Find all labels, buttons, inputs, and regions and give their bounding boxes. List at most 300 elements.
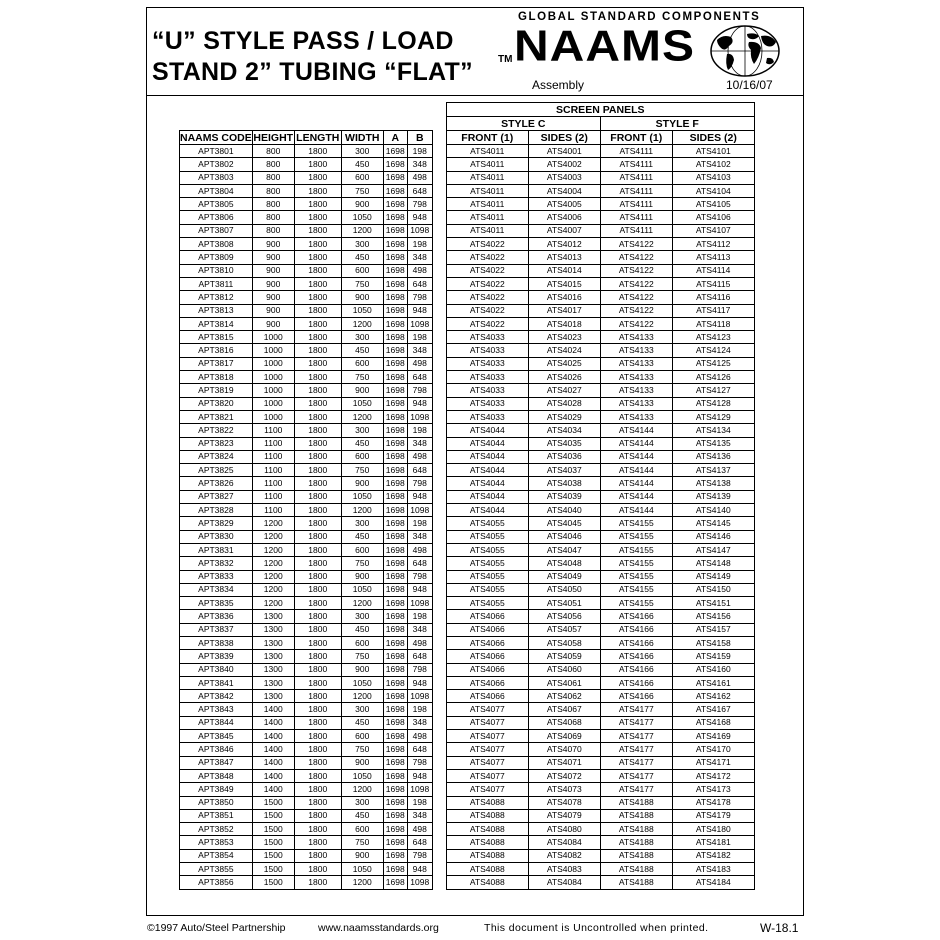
cell-b: 348 [407, 251, 432, 264]
cell-b: 948 [407, 397, 432, 410]
cell-b: 948 [407, 583, 432, 596]
cell-b: 348 [407, 716, 432, 729]
table-row [180, 291, 755, 304]
cell-style-c-front: ATS4011 [446, 171, 528, 184]
cell-length: 1800 [294, 277, 341, 290]
cell-naams-code: APT3805 [180, 198, 253, 211]
cell-b: 798 [407, 756, 432, 769]
cell-style-c-front: ATS4033 [446, 397, 528, 410]
cell-width: 900 [341, 384, 383, 397]
cell-style-f-sides: ATS4135 [672, 437, 754, 450]
cell-style-c-sides: ATS4079 [528, 809, 600, 822]
table-row [180, 557, 755, 570]
naams-logo: NAAMS [514, 22, 695, 71]
cell-b: 498 [407, 171, 432, 184]
cell-length: 1800 [294, 823, 341, 836]
cell-a: 1698 [383, 597, 407, 610]
cell-length: 1800 [294, 517, 341, 530]
cell-style-f-front: ATS4122 [600, 291, 672, 304]
cell-style-c-sides: ATS4049 [528, 570, 600, 583]
cell-style-f-front: ATS4177 [600, 730, 672, 743]
cell-naams-code: APT3803 [180, 171, 253, 184]
table-row [180, 450, 755, 463]
title-line-2: STAND 2” TUBING “FLAT” [152, 58, 473, 86]
cell-style-f-front: ATS4155 [600, 583, 672, 596]
cell-naams-code: APT3831 [180, 543, 253, 556]
cell-style-f-front: ATS4177 [600, 703, 672, 716]
cell-length: 1800 [294, 171, 341, 184]
cell-style-c-front: ATS4088 [446, 836, 528, 849]
cell-a: 1698 [383, 224, 407, 237]
cell-height: 800 [252, 158, 294, 171]
cell-style-f-front: ATS4166 [600, 676, 672, 689]
table-row [180, 690, 755, 703]
cell-style-f-front: ATS4133 [600, 384, 672, 397]
cell-height: 1300 [252, 663, 294, 676]
cell-naams-code: APT3850 [180, 796, 253, 809]
cell-length: 1800 [294, 690, 341, 703]
cell-style-c-sides: ATS4002 [528, 158, 600, 171]
cell-a: 1698 [383, 211, 407, 224]
cell-naams-code: APT3837 [180, 623, 253, 636]
cell-height: 900 [252, 304, 294, 317]
cell-style-f-front: ATS4166 [600, 623, 672, 636]
cell-width: 900 [341, 849, 383, 862]
gap-cell [432, 836, 446, 849]
cell-style-c-front: ATS4022 [446, 317, 528, 330]
table-row [180, 796, 755, 809]
cell-style-f-sides: ATS4156 [672, 610, 754, 623]
table-row [180, 570, 755, 583]
cell-height: 1300 [252, 636, 294, 649]
cell-style-f-sides: ATS4127 [672, 384, 754, 397]
cell-naams-code: APT3820 [180, 397, 253, 410]
cell-style-f-sides: ATS4134 [672, 424, 754, 437]
cell-length: 1800 [294, 610, 341, 623]
cell-b: 1098 [407, 224, 432, 237]
cell-width: 600 [341, 171, 383, 184]
cell-style-c-front: ATS4088 [446, 809, 528, 822]
col-style-f-sides: SIDES (2) [672, 131, 754, 145]
cell-style-f-sides: ATS4136 [672, 450, 754, 463]
cell-style-c-front: ATS4066 [446, 610, 528, 623]
cell-a: 1698 [383, 277, 407, 290]
cell-length: 1800 [294, 464, 341, 477]
cell-style-c-sides: ATS4018 [528, 317, 600, 330]
cell-height: 1500 [252, 836, 294, 849]
table-row [180, 464, 755, 477]
cell-height: 1400 [252, 743, 294, 756]
table-row [180, 264, 755, 277]
cell-naams-code: APT3845 [180, 730, 253, 743]
cell-b: 498 [407, 543, 432, 556]
cell-style-f-sides: ATS4103 [672, 171, 754, 184]
cell-style-c-sides: ATS4051 [528, 597, 600, 610]
gap-cell [432, 450, 446, 463]
col-style-c-front: FRONT (1) [446, 131, 528, 145]
cell-style-c-front: ATS4077 [446, 730, 528, 743]
cell-style-c-front: ATS4088 [446, 863, 528, 876]
cell-a: 1698 [383, 650, 407, 663]
cell-length: 1800 [294, 198, 341, 211]
cell-b: 1098 [407, 876, 432, 889]
cell-style-f-front: ATS4144 [600, 437, 672, 450]
cell-style-f-front: ATS4133 [600, 397, 672, 410]
cell-height: 1200 [252, 530, 294, 543]
cell-length: 1800 [294, 450, 341, 463]
cell-length: 1800 [294, 410, 341, 423]
cell-style-c-sides: ATS4038 [528, 477, 600, 490]
style-f-header: STYLE F [600, 117, 754, 131]
gap-cell [432, 849, 446, 862]
cell-height: 900 [252, 251, 294, 264]
cell-style-c-sides: ATS4014 [528, 264, 600, 277]
cell-height: 900 [252, 238, 294, 251]
cell-style-f-sides: ATS4118 [672, 317, 754, 330]
table-row [180, 344, 755, 357]
cell-style-c-front: ATS4077 [446, 743, 528, 756]
gap-cell [432, 490, 446, 503]
cell-style-f-front: ATS4122 [600, 264, 672, 277]
table-body [180, 145, 755, 890]
cell-height: 1000 [252, 357, 294, 370]
cell-style-c-sides: ATS4024 [528, 344, 600, 357]
cell-b: 498 [407, 357, 432, 370]
cell-height: 1100 [252, 450, 294, 463]
cell-style-f-sides: ATS4138 [672, 477, 754, 490]
cell-style-c-sides: ATS4015 [528, 277, 600, 290]
cell-width: 450 [341, 158, 383, 171]
cell-height: 1200 [252, 597, 294, 610]
cell-style-f-front: ATS4155 [600, 517, 672, 530]
cell-naams-code: APT3810 [180, 264, 253, 277]
cell-b: 198 [407, 424, 432, 437]
cell-naams-code: APT3821 [180, 410, 253, 423]
cell-style-f-front: ATS4133 [600, 410, 672, 423]
gap-cell [432, 769, 446, 782]
cell-style-c-front: ATS4066 [446, 663, 528, 676]
gap-cell [432, 464, 446, 477]
cell-style-c-front: ATS4088 [446, 849, 528, 862]
cell-naams-code: APT3838 [180, 636, 253, 649]
cell-a: 1698 [383, 543, 407, 556]
cell-style-f-sides: ATS4125 [672, 357, 754, 370]
cell-style-f-sides: ATS4169 [672, 730, 754, 743]
table-row [180, 331, 755, 344]
cell-style-c-front: ATS4077 [446, 756, 528, 769]
cell-a: 1698 [383, 623, 407, 636]
cell-naams-code: APT3802 [180, 158, 253, 171]
cell-width: 300 [341, 145, 383, 158]
cell-style-c-front: ATS4088 [446, 823, 528, 836]
cell-naams-code: APT3808 [180, 238, 253, 251]
cell-style-f-front: ATS4111 [600, 158, 672, 171]
cell-style-f-front: ATS4155 [600, 570, 672, 583]
cell-a: 1698 [383, 410, 407, 423]
cell-b: 348 [407, 809, 432, 822]
cell-width: 450 [341, 809, 383, 822]
cell-style-f-front: ATS4188 [600, 876, 672, 889]
gap-cell [432, 623, 446, 636]
cell-style-f-front: ATS4122 [600, 317, 672, 330]
cell-style-f-front: ATS4177 [600, 743, 672, 756]
cell-style-c-front: ATS4077 [446, 703, 528, 716]
page-id: W-18.1 [760, 921, 799, 935]
cell-b: 1098 [407, 783, 432, 796]
gap-cell [432, 384, 446, 397]
cell-naams-code: APT3804 [180, 184, 253, 197]
cell-a: 1698 [383, 703, 407, 716]
cell-a: 1698 [383, 331, 407, 344]
cell-naams-code: APT3854 [180, 849, 253, 862]
cell-b: 1098 [407, 317, 432, 330]
cell-naams-code: APT3836 [180, 610, 253, 623]
table-row [180, 224, 755, 237]
cell-naams-code: APT3823 [180, 437, 253, 450]
cell-naams-code: APT3834 [180, 583, 253, 596]
cell-naams-code: APT3816 [180, 344, 253, 357]
gap-cell [432, 663, 446, 676]
gap-cell [432, 809, 446, 822]
cell-width: 1050 [341, 583, 383, 596]
cell-height: 1000 [252, 331, 294, 344]
cell-naams-code: APT3848 [180, 769, 253, 782]
cell-style-c-sides: ATS4082 [528, 849, 600, 862]
cell-width: 300 [341, 610, 383, 623]
cell-length: 1800 [294, 663, 341, 676]
cell-b: 798 [407, 291, 432, 304]
cell-style-f-sides: ATS4112 [672, 238, 754, 251]
cell-style-c-front: ATS4033 [446, 344, 528, 357]
cell-style-c-front: ATS4044 [446, 450, 528, 463]
gap-cell [432, 743, 446, 756]
cell-naams-code: APT3832 [180, 557, 253, 570]
cell-height: 1200 [252, 570, 294, 583]
cell-style-f-sides: ATS4178 [672, 796, 754, 809]
cell-a: 1698 [383, 809, 407, 822]
cell-length: 1800 [294, 796, 341, 809]
cell-b: 1098 [407, 597, 432, 610]
table-row [180, 437, 755, 450]
cell-style-c-front: ATS4044 [446, 437, 528, 450]
cell-height: 800 [252, 184, 294, 197]
cell-height: 1000 [252, 397, 294, 410]
cell-b: 948 [407, 676, 432, 689]
cell-a: 1698 [383, 783, 407, 796]
cell-style-f-sides: ATS4107 [672, 224, 754, 237]
gap-cell [432, 131, 446, 145]
cell-length: 1800 [294, 783, 341, 796]
cell-width: 1050 [341, 863, 383, 876]
cell-a: 1698 [383, 557, 407, 570]
cell-a: 1698 [383, 676, 407, 689]
cell-length: 1800 [294, 836, 341, 849]
table-row [180, 504, 755, 517]
cell-style-f-front: ATS4155 [600, 543, 672, 556]
cell-b: 648 [407, 650, 432, 663]
cell-style-f-front: ATS4166 [600, 663, 672, 676]
table-row [180, 198, 755, 211]
table-row [180, 211, 755, 224]
gap-cell [432, 650, 446, 663]
gap-cell [432, 344, 446, 357]
cell-style-c-front: ATS4055 [446, 597, 528, 610]
empty-header-cell [180, 103, 433, 117]
cell-a: 1698 [383, 836, 407, 849]
cell-style-c-front: ATS4055 [446, 583, 528, 596]
cell-a: 1698 [383, 663, 407, 676]
cell-style-c-front: ATS4088 [446, 876, 528, 889]
cell-a: 1698 [383, 171, 407, 184]
cell-b: 798 [407, 198, 432, 211]
cell-length: 1800 [294, 344, 341, 357]
table-row [180, 317, 755, 330]
cell-style-f-sides: ATS4159 [672, 650, 754, 663]
gap-cell [432, 570, 446, 583]
cell-b: 648 [407, 464, 432, 477]
cell-style-f-sides: ATS4183 [672, 863, 754, 876]
cell-style-c-front: ATS4033 [446, 384, 528, 397]
cell-b: 498 [407, 730, 432, 743]
cell-style-c-front: ATS4077 [446, 769, 528, 782]
cell-a: 1698 [383, 636, 407, 649]
cell-length: 1800 [294, 477, 341, 490]
cell-style-f-front: ATS4122 [600, 277, 672, 290]
cell-b: 498 [407, 823, 432, 836]
cell-style-f-front: ATS4133 [600, 344, 672, 357]
cell-b: 1098 [407, 410, 432, 423]
cell-naams-code: APT3840 [180, 663, 253, 676]
cell-height: 1100 [252, 490, 294, 503]
cell-b: 348 [407, 530, 432, 543]
cell-a: 1698 [383, 570, 407, 583]
gap-cell [432, 557, 446, 570]
cell-width: 900 [341, 477, 383, 490]
table-row [180, 424, 755, 437]
cell-height: 800 [252, 198, 294, 211]
cell-style-f-sides: ATS4117 [672, 304, 754, 317]
cell-length: 1800 [294, 384, 341, 397]
document-header [146, 7, 804, 96]
cell-b: 648 [407, 557, 432, 570]
cell-style-f-front: ATS4144 [600, 424, 672, 437]
table-row [180, 158, 755, 171]
cell-length: 1800 [294, 703, 341, 716]
col-height: HEIGHT [253, 131, 294, 144]
table-row [180, 730, 755, 743]
cell-naams-code: APT3814 [180, 317, 253, 330]
cell-length: 1800 [294, 224, 341, 237]
cell-length: 1800 [294, 251, 341, 264]
cell-style-f-front: ATS4111 [600, 224, 672, 237]
table-row [180, 410, 755, 423]
cell-naams-code: APT3829 [180, 517, 253, 530]
cell-a: 1698 [383, 490, 407, 503]
cell-height: 1400 [252, 730, 294, 743]
cell-style-c-sides: ATS4067 [528, 703, 600, 716]
cell-width: 750 [341, 557, 383, 570]
cell-b: 348 [407, 344, 432, 357]
cell-width: 1200 [341, 410, 383, 423]
cell-style-f-front: ATS4144 [600, 504, 672, 517]
cell-naams-code: APT3811 [180, 277, 253, 290]
cell-style-f-front: ATS4188 [600, 849, 672, 862]
cell-style-f-sides: ATS4137 [672, 464, 754, 477]
company-name: GLOBAL STANDARD COMPONENTS [518, 11, 761, 23]
gap-cell [432, 264, 446, 277]
cell-style-c-sides: ATS4070 [528, 743, 600, 756]
gap-cell [432, 504, 446, 517]
cell-naams-code: APT3852 [180, 823, 253, 836]
gap-cell [432, 371, 446, 384]
cell-style-c-sides: ATS4029 [528, 410, 600, 423]
cell-a: 1698 [383, 184, 407, 197]
cell-style-c-sides: ATS4073 [528, 783, 600, 796]
cell-width: 1200 [341, 876, 383, 889]
table-row [180, 663, 755, 676]
cell-style-c-sides: ATS4028 [528, 397, 600, 410]
cell-width: 750 [341, 743, 383, 756]
cell-b: 348 [407, 437, 432, 450]
cell-style-c-sides: ATS4025 [528, 357, 600, 370]
cell-a: 1698 [383, 690, 407, 703]
cell-style-c-front: ATS4077 [446, 716, 528, 729]
table-row [180, 849, 755, 862]
cell-style-c-sides: ATS4005 [528, 198, 600, 211]
cell-style-c-sides: ATS4036 [528, 450, 600, 463]
cell-a: 1698 [383, 424, 407, 437]
cell-height: 1300 [252, 650, 294, 663]
cell-style-c-sides: ATS4001 [528, 145, 600, 158]
cell-width: 300 [341, 517, 383, 530]
cell-style-c-front: ATS4055 [446, 570, 528, 583]
cell-style-c-sides: ATS4026 [528, 371, 600, 384]
cell-style-c-sides: ATS4004 [528, 184, 600, 197]
cell-style-f-sides: ATS4113 [672, 251, 754, 264]
table-row [180, 836, 755, 849]
cell-height: 1000 [252, 344, 294, 357]
cell-style-f-sides: ATS4150 [672, 583, 754, 596]
cell-b: 948 [407, 211, 432, 224]
cell-naams-code: APT3851 [180, 809, 253, 822]
cell-width: 900 [341, 291, 383, 304]
cell-style-c-front: ATS4066 [446, 650, 528, 663]
cell-style-c-sides: ATS4050 [528, 583, 600, 596]
cell-style-f-sides: ATS4129 [672, 410, 754, 423]
cell-width: 900 [341, 570, 383, 583]
cell-width: 1050 [341, 769, 383, 782]
cell-a: 1698 [383, 450, 407, 463]
cell-length: 1800 [294, 371, 341, 384]
cell-length: 1800 [294, 490, 341, 503]
gap-cell [432, 876, 446, 889]
cell-style-f-sides: ATS4184 [672, 876, 754, 889]
cell-b: 648 [407, 743, 432, 756]
cell-height: 900 [252, 277, 294, 290]
cell-a: 1698 [383, 304, 407, 317]
cell-naams-code: APT3806 [180, 211, 253, 224]
gap-cell [432, 224, 446, 237]
col-length: LENGTH [296, 131, 340, 144]
cell-naams-code: APT3842 [180, 690, 253, 703]
cell-style-c-front: ATS4011 [446, 158, 528, 171]
cell-style-c-front: ATS4011 [446, 211, 528, 224]
table-row [180, 623, 755, 636]
cell-naams-code: APT3856 [180, 876, 253, 889]
cell-height: 1100 [252, 437, 294, 450]
gap-cell [432, 610, 446, 623]
table-row [180, 783, 755, 796]
